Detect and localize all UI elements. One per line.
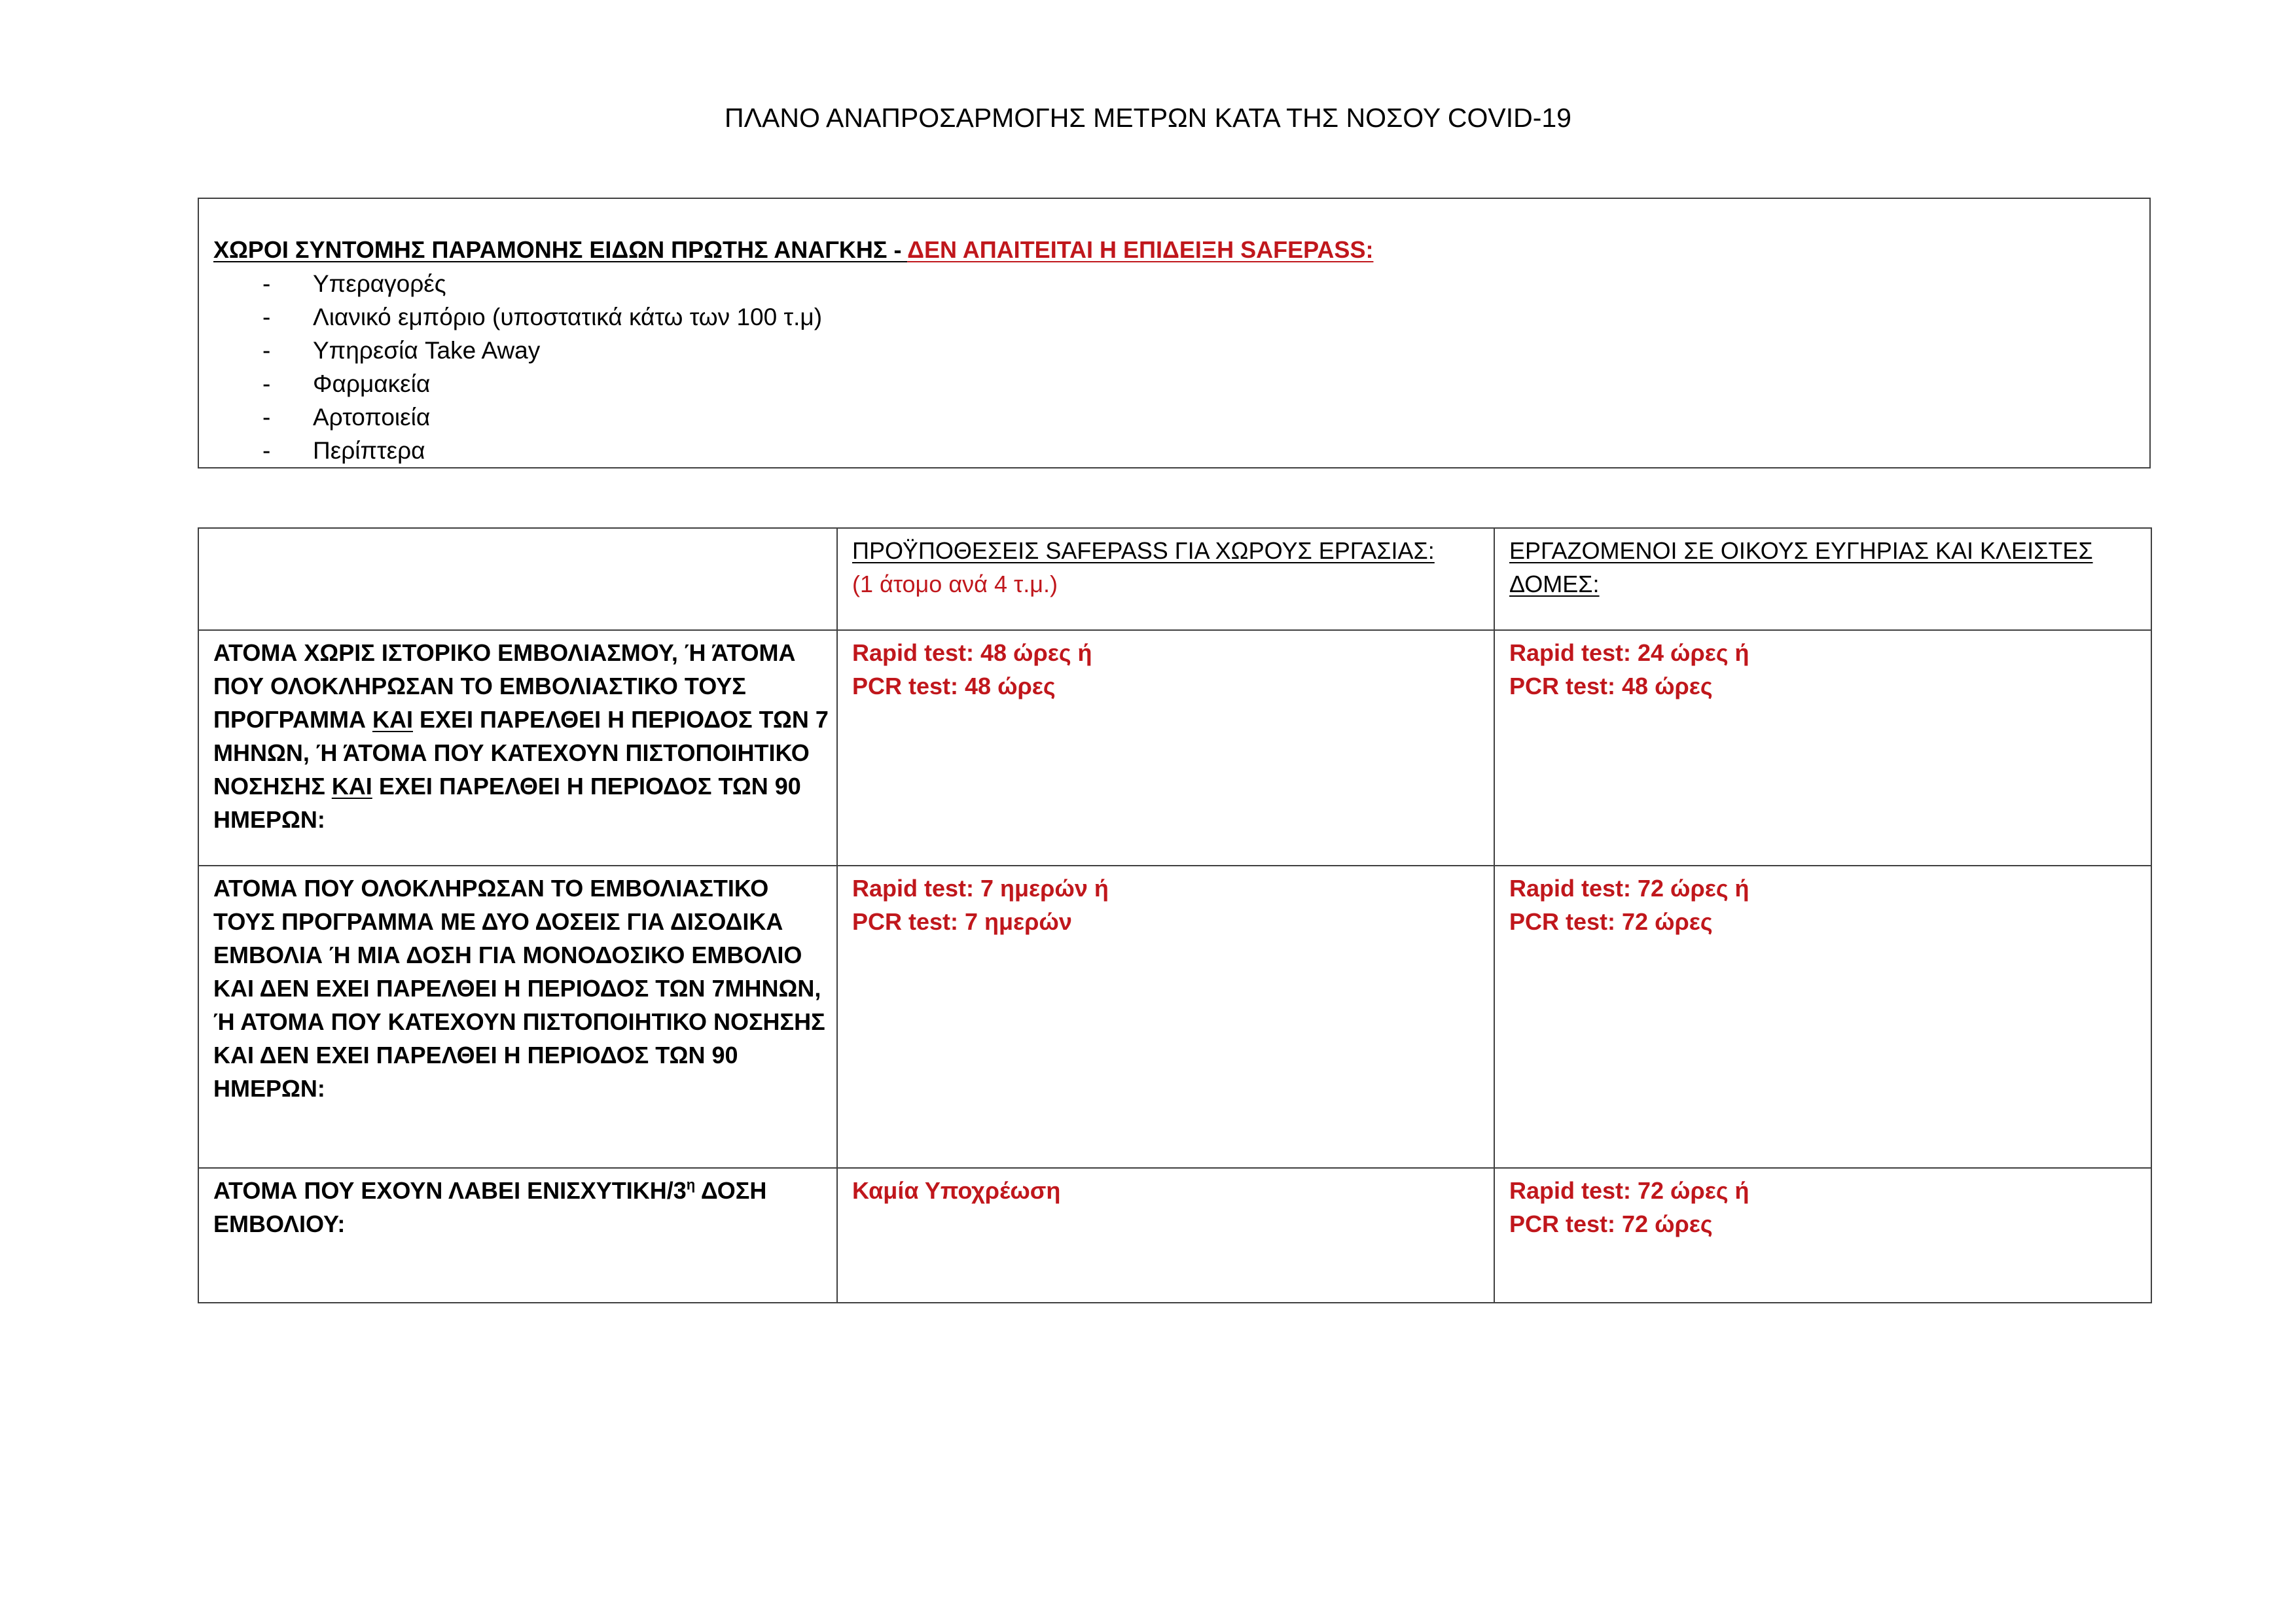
row-label-emphasis: ΚΑΙ [331,773,372,800]
workplaces-cell [837,1168,1494,1303]
list-bullet: - [262,337,271,364]
row-label-line: ΚΑΙ ΔΕΝ ΕΧΕΙ ΠΑΡΕΛΘΕΙ Η ΠΕΡΙΟΔΟΣ ΤΩΝ 90 [213,1042,738,1068]
pcr-test-requirement: PCR test: 7 ημερών [852,908,1072,935]
care-homes-cell [1494,1168,2151,1303]
row-label-line: ΑΤΟΜΑ ΠΟΥ ΟΛΟΚΛΗΡΩΣΑΝ ΤΟ ΕΜΒΟΛΙΑΣΤΙΚΟ [213,875,769,902]
essentials-heading-text: ΧΩΡΟΙ ΣΥΝΤΟΜΗΣ ΠΑΡΑΜΟΝΗΣ ΕΙΔΩΝ ΠΡΩΤΗΣ ΑΝΑΓΚΗΣ - [213,236,908,263]
care-homes-cell [1494,866,2151,1168]
table-row [198,630,2151,866]
row-label-line: Ή ΑΤΟΜΑ ΠΟΥ ΚΑΤΕΧΟΥΝ ΠΙΣΤΟΠΟΙΗΤΙΚΟ ΝΟΣΗΣΗΣ [213,1008,825,1035]
row-label-line: ΕΜΒΟΛΙΑ Ή ΜΙΑ ΔΟΣΗ ΓΙΑ ΜΟΝΟΔΟΣΙΚΟ ΕΜΒΟΛΙΟ [213,942,802,968]
care-homes-header-line: ΔΟΜΕΣ: [1509,571,1600,597]
essentials-heading [213,233,1373,267]
list-bullet: - [262,304,271,330]
pcr-test-requirement: PCR test: 72 ώρες [1509,908,1713,935]
empty-header-cell [198,528,837,630]
table-header-row [198,528,2151,630]
row-label-line: ΤΟΥΣ ΠΡΟΓΡΑΜΜΑ ΜΕ ΔΥΟ ΔΟΣΕΙΣ ΓΙΑ ΔΙΣΟΔΙΚΑ [213,908,783,935]
rapid-test-requirement: Rapid test: 72 ώρες ή [1509,1177,1749,1204]
table-row [198,1168,2151,1303]
row-label-line: ΗΜΕΡΩΝ: [213,1075,325,1102]
row-label-line [213,703,829,736]
care-homes-cell [1494,630,2151,866]
workplaces-header-note: (1 άτομο ανά 4 τ.μ.) [852,571,1058,597]
list-item-text: Φαρμακεία [313,370,431,397]
list-item-text: Υπηρεσία Take Away [313,337,541,364]
workplaces-header-title: ΠΡΟΫΠΟΘΕΣΕΙΣ SAFEPASS ΓΙΑ ΧΩΡΟΥΣ ΕΡΓΑΣΙΑΣ: [852,537,1435,564]
care-homes-header-line: ΕΡΓΑΖΟΜΕΝΟΙ ΣΕ ΟΙΚΟΥΣ ΕΥΓΗΡΙΑΣ ΚΑΙ ΚΛΕΙΣΤΕΣ [1509,537,2093,564]
ordinal-superscript: η [686,1176,696,1193]
list-item-text: Αρτοποιεία [313,404,431,431]
workplaces-cell [837,630,1494,866]
table-row [198,866,2151,1168]
rapid-test-requirement: Rapid test: 7 ημερών ή [852,875,1109,902]
row-label-text: ΕΧΕΙ ΠΑΡΕΛΘΕΙ Η ΠΕΡΙΟΔΟΣ ΤΩΝ 90 [372,773,801,800]
list-bullet: - [262,404,271,431]
list-bullet: - [262,270,271,297]
care-homes-header [1494,528,2151,630]
no-obligation-text: Καμία Υποχρέωση [852,1177,1061,1204]
row-label-booster [198,1168,837,1303]
pcr-test-requirement: PCR test: 48 ώρες [1509,673,1713,699]
requirements-table [198,527,2152,1303]
pcr-test-requirement: PCR test: 72 ώρες [1509,1210,1713,1237]
essentials-box [198,198,2151,468]
list-bullet: - [262,437,271,464]
rapid-test-requirement: Rapid test: 24 ώρες ή [1509,639,1749,666]
row-label-line: ΗΜΕΡΩΝ: [213,806,325,833]
workplaces-header [837,528,1494,630]
row-label-text: ΠΡΟΓΡΑΜΜΑ [213,706,372,733]
row-label-line: ΚΑΙ ΔΕΝ ΕΧΕΙ ΠΑΡΕΛΘΕΙ Η ΠΕΡΙΟΔΟΣ ΤΩΝ 7ΜΗΝΩΝ, [213,975,821,1002]
row-label-vaccinated [198,866,837,1168]
workplaces-cell [837,866,1494,1168]
row-label-text: ΔΟΣΗ [695,1177,767,1204]
row-label-emphasis: ΚΑΙ [372,706,413,733]
list-item-text: Περίπτερα [313,437,425,464]
row-label-unvaccinated [198,630,837,866]
row-label-line: ΕΜΒΟΛΙΟΥ: [213,1210,346,1237]
rapid-test-requirement: Rapid test: 72 ώρες ή [1509,875,1749,902]
list-item-text: Υπεραγορές [313,270,446,297]
row-label-line: ΜΗΝΩΝ, Ή ΆΤΟΜΑ ΠΟΥ ΚΑΤΕΧΟΥΝ ΠΙΣΤΟΠΟΙΗΤΙΚΟ [213,739,810,766]
row-label-text: ΝΟΣΗΣΗΣ [213,773,332,800]
row-label-text: ΕΧΕΙ ΠΑΡΕΛΘΕΙ Η ΠΕΡΙΟΔΟΣ ΤΩΝ 7 [412,706,829,733]
row-label-text: ΑΤΟΜΑ ΠΟΥ ΕΧΟΥΝ ΛΑΒΕΙ ΕΝΙΣΧΥΤΙΚΗ/3 [213,1177,687,1204]
row-label-line: ΠΟΥ ΟΛΟΚΛΗΡΩΣΑΝ ΤΟ ΕΜΒΟΛΙΑΣΤΙΚΟ ΤΟΥΣ [213,673,746,699]
row-label-line: ΑΤΟΜΑ ΧΩΡΙΣ ΙΣΤΟΡΙΚΟ ΕΜΒΟΛΙΑΣΜΟΥ, Ή ΆΤΟΜΑ [213,639,796,666]
no-safepass-notice: ΔΕΝ ΑΠΑΙΤΕΙΤΑΙ Η ΕΠΙΔΕΙΞΗ SAFEPASS: [907,236,1374,263]
rapid-test-requirement: Rapid test: 48 ώρες ή [852,639,1092,666]
list-bullet: - [262,370,271,397]
document-title: ΠΛΑΝΟ ΑΝΑΠΡΟΣΑΡΜΟΓΗΣ ΜΕΤΡΩΝ ΚΑΤΑ ΤΗΣ ΝΟΣΟΥ COVID-19 [725,103,1571,133]
list-item-text: Λιανικό εμπόριο (υποστατικά κάτω των 100 τ.μ) [313,304,823,330]
row-label-line [213,1174,822,1207]
row-label-line [213,769,822,803]
pcr-test-requirement: PCR test: 48 ώρες [852,673,1056,699]
